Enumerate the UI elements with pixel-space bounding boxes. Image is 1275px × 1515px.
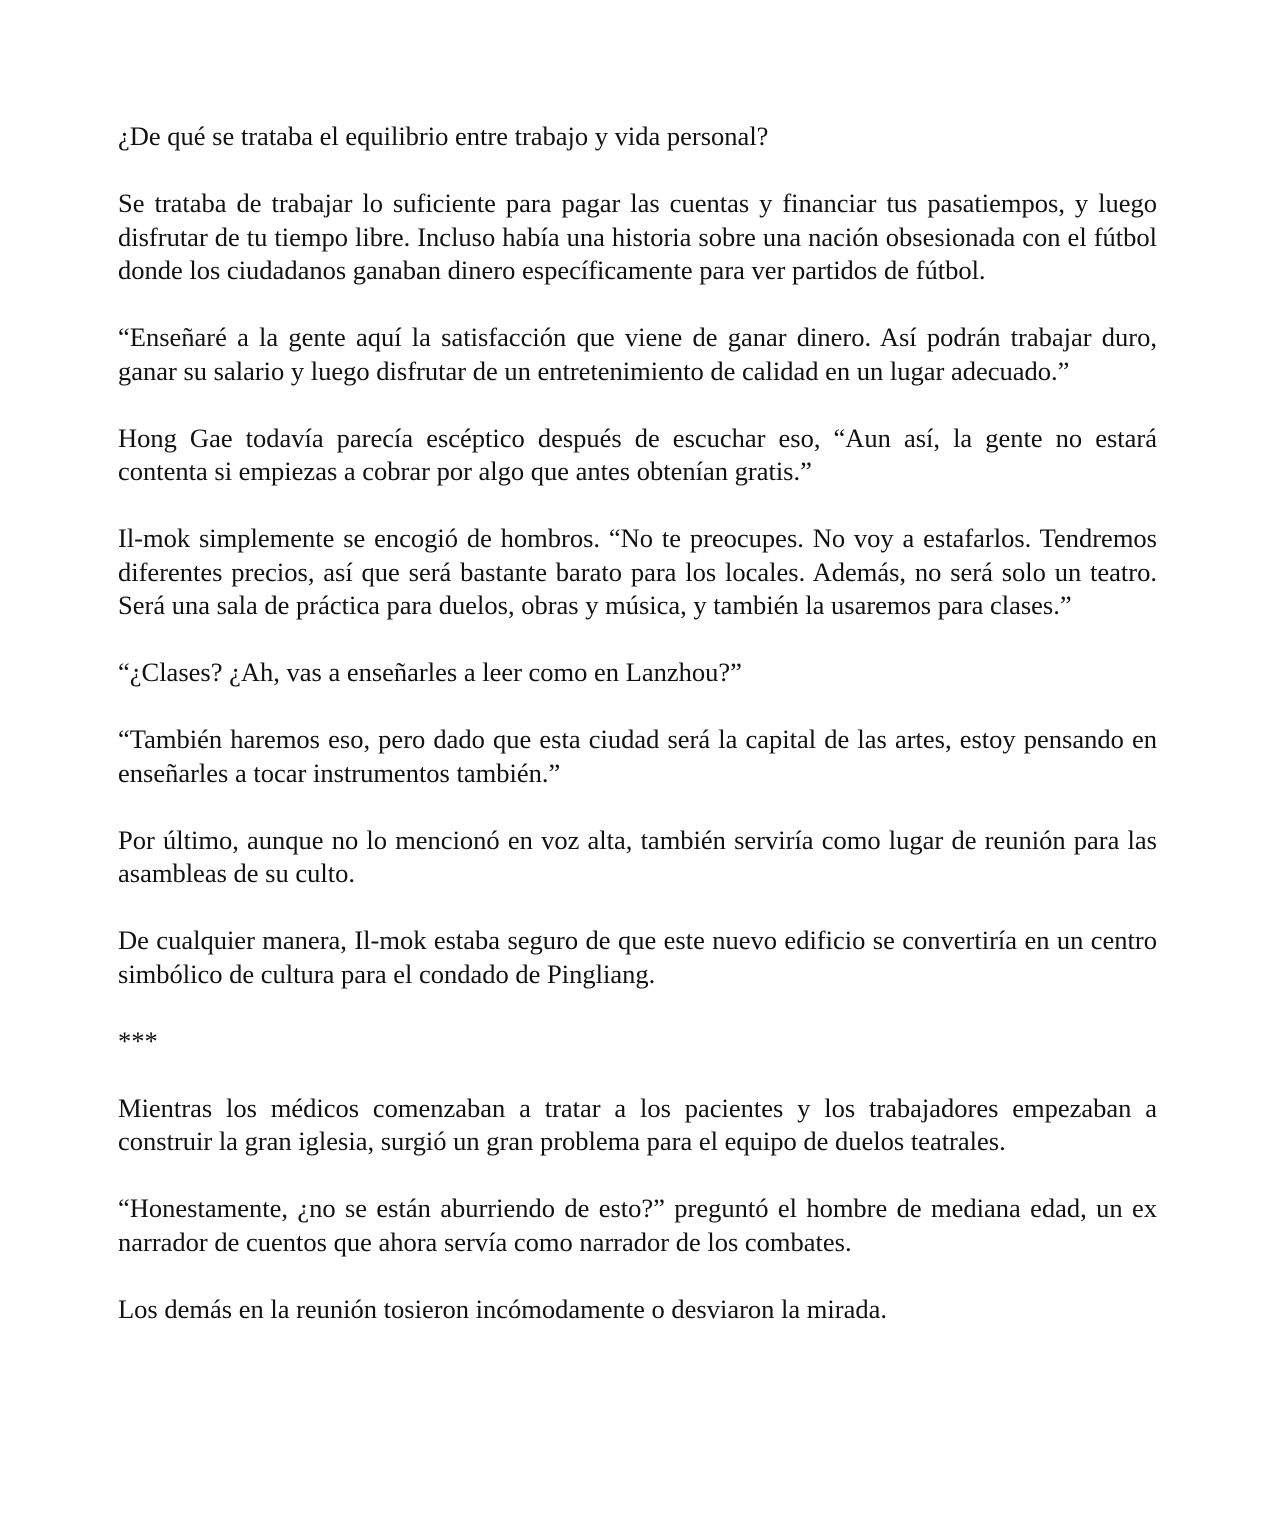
paragraph-dialogue-teach: “Enseñaré a la gente aquí la satisfacción que viene de ganar dinero. Así podrán trabajar duro, ganar su salario y luego disfrutar de un entretenimiento de calidad en un lugar adecuado.” xyxy=(118,322,1157,386)
paragraph-narrator-question: “Honestamente, ¿no se están aburriendo de esto?” preguntó el hombre de mediana edad, un ex narrador de cuentos que ahora servía como narrador de los combates. xyxy=(118,1193,1157,1257)
paragraph-hong-gae: Hong Gae todavía parecía escéptico después de escuchar eso, “Aun así, la gente no estará contenta si empiezas a cobrar por algo que antes obtenían gratis.” xyxy=(118,422,1157,486)
paragraph-dialogue-classes: “¿Clases? ¿Ah, vas a enseñarles a leer como en Lanzhou?” xyxy=(118,657,742,687)
paragraph-work-life-balance: Se trataba de trabajar lo suficiente para pagar las cuentas y financiar tus pasatiempos, y luego disfrutar de tu tiempo libre. Incluso había una historia sobre una nación obsesionada con el fútbol donde los ciudadanos ganaban dinero específicamente para ver partidos de fútbol. xyxy=(118,188,1157,285)
paragraph-il-mok-shrug: Il-mok simplemente se encogió de hombros. “No te preocupes. No voy a estafarlos. Tendremos diferentes precios, así que será bastante barato para los locales. Además, no será solo un teatro. Será una sala de práctica para duelos, obras y música, y también la usaremos para clases.” xyxy=(118,523,1157,620)
paragraph-dialogue-instruments: “También haremos eso, pero dado que esta ciudad será la capital de las artes, estoy pensando en enseñarles a tocar instrumentos también.” xyxy=(118,724,1157,788)
paragraph-question: ¿De qué se trataba el equilibrio entre trabajo y vida personal? xyxy=(118,121,769,151)
document-page xyxy=(118,120,1157,1326)
paragraph-meeting-reaction: Los demás en la reunión tosieron incómodamente o desviaron la mirada. xyxy=(118,1293,888,1324)
scene-break: *** xyxy=(118,1025,158,1056)
paragraph-doctors-problem: Mientras los médicos comenzaban a tratar a los pacientes y los trabajadores empezaban a construir la gran iglesia, surgió un gran problema para el equipo de duelos teatrales. xyxy=(118,1092,1157,1156)
paragraph-cultural-center: De cualquier manera, Il-mok estaba seguro de que este nuevo edificio se convertiría en un centro simbólico de cultura para el condado de Pingliang. xyxy=(118,925,1157,989)
paragraph-cult-assemblies: Por último, aunque no lo mencionó en voz alta, también serviría como lugar de reunión para las asambleas de su culto. xyxy=(118,824,1157,888)
